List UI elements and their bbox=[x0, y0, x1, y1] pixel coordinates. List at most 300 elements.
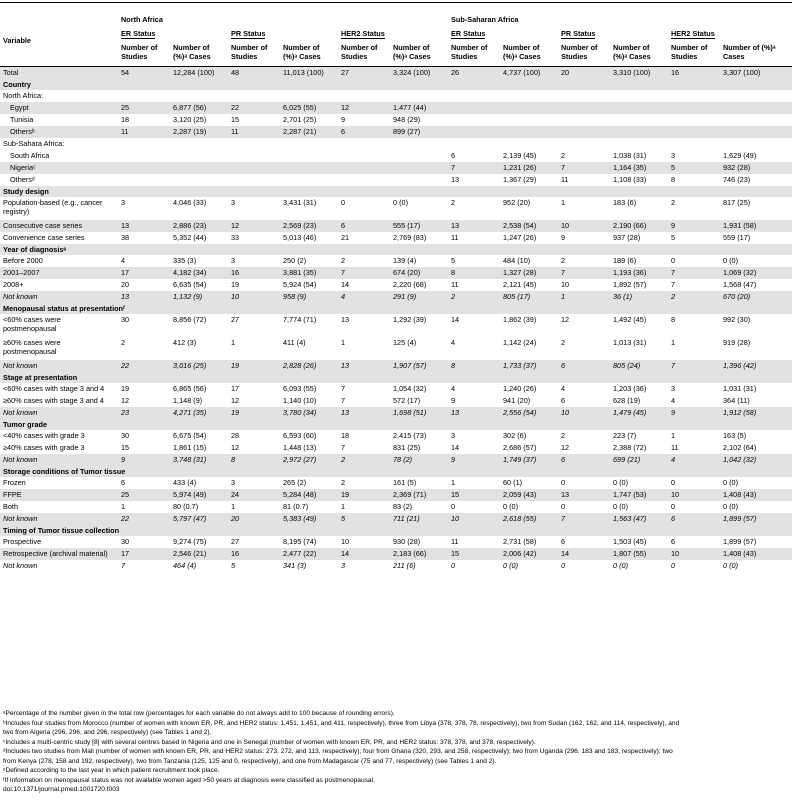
cell-studies: 7 bbox=[341, 384, 346, 393]
section-label: Study design bbox=[0, 186, 792, 197]
cell-cases: 1,899 (57) bbox=[720, 513, 792, 525]
cell-studies: 7 bbox=[668, 267, 720, 279]
row-label: Not known bbox=[3, 561, 38, 570]
footnote-line: ᵈIncludes two studies from Mali (number of women with known ER, PR, and HER2 status: 273, 272, and 113, respectively); four from Ghana (320, 293, and 258, respectively); two from Uganda (296, 183 and 183, respectively); two bbox=[3, 748, 673, 755]
cell-studies: 20 bbox=[228, 513, 280, 525]
subgroup-row bbox=[0, 138, 792, 150]
cell-cases: 81 (0.7) bbox=[283, 502, 309, 511]
cell-cases: 0 (0) bbox=[613, 478, 629, 487]
cell-cases bbox=[610, 102, 668, 114]
table-row bbox=[0, 255, 792, 267]
row-label: Nigeriaᶜ bbox=[0, 162, 118, 174]
cell-studies: 22 bbox=[228, 102, 280, 114]
cell-studies: 1 bbox=[231, 502, 236, 511]
row-label: <60% cases were postmenopausal bbox=[3, 315, 61, 333]
cell-studies: 48 bbox=[228, 67, 280, 80]
cell-cases: 1,231 (26) bbox=[500, 162, 558, 174]
cell-studies: 12 bbox=[228, 220, 280, 232]
cell-studies: 19 bbox=[228, 360, 280, 372]
cell-cases: 484 (10) bbox=[503, 256, 531, 265]
footnote-line: ᶜIncludes a multi-centric study [8] with several centres based in Nigeria and one in Senegal (number of women with known ER, PR, and HER2 status: 378, 378, and 378, respectively). bbox=[3, 738, 536, 746]
cell-cases: 3,431 (31) bbox=[283, 198, 317, 207]
cell-cases: 2,546 (21) bbox=[170, 548, 228, 560]
cell-studies: 3 bbox=[121, 198, 126, 207]
cell-studies: 13 bbox=[448, 407, 500, 419]
cell-studies: 7 bbox=[341, 396, 346, 405]
cell-cases: 5,352 (44) bbox=[173, 233, 207, 242]
cell-studies: 0 bbox=[561, 561, 566, 570]
table-row bbox=[0, 220, 792, 232]
cell-cases: 7,774 (71) bbox=[283, 315, 317, 324]
cell-studies: 12 bbox=[561, 443, 570, 452]
cell-studies: 1 bbox=[231, 338, 236, 347]
cell-cases: 189 (6) bbox=[613, 256, 637, 265]
cell-studies: 3 bbox=[341, 561, 346, 570]
cell-cases: 2,538 (54) bbox=[500, 220, 558, 232]
cell-cases bbox=[170, 150, 228, 162]
section-label: Storage conditions of Tumor tissue bbox=[0, 466, 792, 477]
cell-cases: 5,924 (54) bbox=[283, 280, 317, 289]
row-label: <40% cases with grade 3 bbox=[3, 431, 85, 440]
cell-studies: 11 bbox=[671, 443, 679, 452]
cell-studies: 9 bbox=[561, 233, 566, 242]
cell-studies: 1 bbox=[671, 338, 676, 347]
cell-cases: 8,195 (74) bbox=[283, 537, 317, 546]
table-row bbox=[0, 395, 792, 407]
cell-cases: 1,292 (39) bbox=[393, 315, 427, 324]
cell-cases: 139 (4) bbox=[393, 256, 417, 265]
cell-cases: 919 (28) bbox=[723, 338, 751, 347]
row-label: 2008+ bbox=[3, 280, 24, 289]
cell-cases: 4,182 (34) bbox=[170, 267, 228, 279]
table-row bbox=[0, 67, 792, 80]
cell-cases: 5,284 (48) bbox=[280, 489, 338, 501]
cell-cases: 0 (0) bbox=[503, 502, 519, 511]
cell-cases: 36 (1) bbox=[610, 291, 668, 303]
cell-cases: 2,121 (45) bbox=[503, 280, 537, 289]
data-table bbox=[0, 14, 792, 572]
cell-studies: 0 bbox=[671, 561, 676, 570]
cell-cases bbox=[610, 126, 668, 138]
cell-studies bbox=[228, 150, 280, 162]
cell-cases bbox=[720, 114, 792, 126]
cell-cases: 1,503 (45) bbox=[613, 537, 647, 546]
cell-cases: 412 (3) bbox=[173, 338, 197, 347]
cell-studies: 18 bbox=[121, 115, 130, 124]
row-label: Not known bbox=[0, 360, 118, 372]
cell-cases: 4,271 (35) bbox=[170, 407, 228, 419]
cell-cases: 3,324 (100) bbox=[390, 67, 448, 80]
cell-cases: 291 (9) bbox=[390, 291, 448, 303]
cell-cases: 411 (4) bbox=[283, 338, 306, 347]
cell-studies: 9 bbox=[341, 115, 346, 124]
section-label: Year of diagnosisᵉ bbox=[0, 244, 792, 255]
cell-studies: 11 bbox=[451, 233, 459, 242]
row-label: ≥60% cases were postmenopausal bbox=[3, 338, 61, 356]
cell-cases bbox=[170, 162, 228, 174]
cell-cases: 711 (21) bbox=[390, 513, 448, 525]
cell-studies: 12 bbox=[231, 443, 240, 452]
cell-cases: 4,046 (33) bbox=[173, 198, 207, 207]
cell-cases: 211 (6) bbox=[393, 561, 416, 570]
cell-studies bbox=[228, 162, 280, 174]
cell-studies: 13 bbox=[451, 175, 460, 184]
cell-studies: 0 bbox=[451, 502, 456, 511]
table-row bbox=[0, 548, 792, 560]
cell-cases: 1,132 (9) bbox=[170, 291, 228, 303]
footnote-line: ᵇIncludes four studies from Morocco (number of women with known ER, PR, and HER2 status: 1,451, 1,451, and 411, respectively), three from Libya (378, 378, 78, respectively), two from Sudan (162, 162, and 114, respectively), and bbox=[3, 719, 680, 727]
cell-studies: 3 bbox=[671, 151, 676, 160]
cell-cases: 572 (17) bbox=[393, 396, 421, 405]
status-group-header: ER Status bbox=[451, 29, 486, 38]
cell-cases: 937 (28) bbox=[613, 233, 641, 242]
cell-cases: 1,069 (32) bbox=[720, 267, 792, 279]
cell-studies: 28 bbox=[231, 431, 240, 440]
cell-studies: 27 bbox=[338, 67, 390, 80]
cell-cases: 3,780 (34) bbox=[280, 407, 338, 419]
section-row bbox=[0, 244, 792, 255]
cell-studies: 4 bbox=[451, 384, 456, 393]
row-label: Not known bbox=[0, 454, 118, 466]
status-group-header: HER2 Status bbox=[671, 29, 715, 38]
cell-cases: 899 (27) bbox=[390, 126, 448, 138]
cell-studies: 7 bbox=[341, 443, 346, 452]
cell-studies: 13 bbox=[118, 291, 170, 303]
cell-cases: 1,054 (32) bbox=[393, 384, 427, 393]
cell-studies bbox=[668, 114, 720, 126]
cell-cases: 4,737 (100) bbox=[500, 67, 558, 80]
cell-cases: 1,013 (31) bbox=[613, 338, 647, 347]
column-header-cases: Number of (%)ᵃ Cases bbox=[170, 42, 228, 67]
section-label: Timing of Tumor tissue collection bbox=[0, 525, 792, 536]
subgroup-label: Sub-Sahara Africa: bbox=[3, 139, 65, 148]
section-row bbox=[0, 466, 792, 477]
cell-cases: 555 (17) bbox=[390, 220, 448, 232]
cell-studies: 13 bbox=[338, 407, 390, 419]
cell-studies: 2 bbox=[341, 478, 346, 487]
row-label: Consecutive case series bbox=[0, 220, 118, 232]
cell-cases: 2,686 (57) bbox=[503, 443, 537, 452]
cell-cases: 0 (0) bbox=[723, 478, 739, 487]
cell-cases: 3,748 (31) bbox=[170, 454, 228, 466]
table-row bbox=[0, 114, 792, 126]
cell-cases: 1,479 (45) bbox=[610, 407, 668, 419]
cell-cases: 1,568 (47) bbox=[723, 280, 757, 289]
cell-studies: 1 bbox=[121, 502, 126, 511]
cell-studies: 6 bbox=[558, 360, 610, 372]
cell-studies: 2 bbox=[338, 454, 390, 466]
cell-studies: 7 bbox=[671, 280, 676, 289]
cell-studies: 2 bbox=[668, 291, 720, 303]
column-header-cases: Number of (%)ᵃ Cases bbox=[720, 42, 792, 67]
cell-cases: 2,828 (26) bbox=[280, 360, 338, 372]
cell-cases: 2,415 (73) bbox=[393, 431, 427, 440]
cell-cases: 0 (0) bbox=[723, 256, 739, 265]
cell-studies: 8 bbox=[448, 267, 500, 279]
cell-studies: 7 bbox=[121, 561, 126, 570]
cell-studies: 6 bbox=[338, 220, 390, 232]
cell-cases: 1,247 (26) bbox=[503, 233, 537, 242]
cell-cases: 250 (2) bbox=[283, 256, 307, 265]
cell-cases bbox=[500, 102, 558, 114]
column-header-cases: Number of (%)ᵃ Cases bbox=[390, 42, 448, 67]
cell-cases bbox=[390, 150, 448, 162]
cell-cases: 11,013 (100) bbox=[280, 67, 338, 80]
cell-studies: 0 bbox=[561, 502, 566, 511]
cell-cases: 464 (4) bbox=[173, 561, 197, 570]
table-row bbox=[0, 430, 792, 442]
cell-studies: 5 bbox=[231, 561, 236, 570]
cell-studies: 1 bbox=[671, 431, 676, 440]
cell-cases: 6,093 (55) bbox=[283, 384, 317, 393]
table-row bbox=[0, 560, 792, 572]
table-row bbox=[0, 407, 792, 419]
cell-studies: 6 bbox=[668, 513, 720, 525]
table-row bbox=[0, 314, 792, 337]
cell-cases: 2,006 (42) bbox=[500, 548, 558, 560]
cell-cases: 5,383 (49) bbox=[280, 513, 338, 525]
cell-studies: 11 bbox=[118, 126, 170, 138]
cell-cases: 223 (7) bbox=[613, 431, 637, 440]
cell-cases: 364 (11) bbox=[723, 396, 750, 405]
table-row bbox=[0, 489, 792, 501]
cell-cases: 1,907 (57) bbox=[390, 360, 448, 372]
cell-cases: 341 (3) bbox=[283, 561, 307, 570]
row-label: ≥60% cases with stage 3 and 4 bbox=[3, 396, 104, 405]
row-label: Both bbox=[3, 502, 19, 511]
cell-studies: 7 bbox=[668, 360, 720, 372]
cell-studies: 30 bbox=[121, 537, 130, 546]
cell-cases: 1,861 (15) bbox=[173, 443, 207, 452]
cell-studies: 19 bbox=[121, 384, 130, 393]
cell-cases: 1,492 (45) bbox=[613, 315, 647, 324]
cell-cases: 1,327 (28) bbox=[500, 267, 558, 279]
cell-cases: 1,698 (51) bbox=[390, 407, 448, 419]
cell-studies: 12 bbox=[338, 102, 390, 114]
cell-cases: 2,886 (23) bbox=[170, 220, 228, 232]
cell-studies: 14 bbox=[451, 443, 460, 452]
footnote-line: doi:10.1371/journal.pmed.1001720.t003 bbox=[3, 786, 120, 793]
cell-studies: 11 bbox=[451, 280, 459, 289]
cell-cases: 746 (23) bbox=[723, 175, 751, 184]
cell-studies: 0 bbox=[341, 198, 346, 207]
table-row bbox=[0, 337, 792, 360]
cell-cases bbox=[610, 114, 668, 126]
cell-studies: 15 bbox=[448, 548, 500, 560]
table-row bbox=[0, 360, 792, 372]
cell-cases: 805 (17) bbox=[500, 291, 558, 303]
cell-studies: 12 bbox=[231, 396, 240, 405]
cell-cases: 2,139 (45) bbox=[503, 151, 537, 160]
cell-cases: 265 (2) bbox=[283, 478, 307, 487]
cell-cases bbox=[280, 150, 338, 162]
section-row bbox=[0, 79, 792, 90]
table-row bbox=[0, 536, 792, 548]
cell-cases: 1,203 (36) bbox=[613, 384, 647, 393]
cell-studies: 8 bbox=[228, 454, 280, 466]
cell-studies: 6 bbox=[561, 537, 566, 546]
cell-studies: 2 bbox=[561, 431, 566, 440]
row-label: FFPE bbox=[0, 489, 118, 501]
cell-studies: 2 bbox=[561, 256, 566, 265]
section-row bbox=[0, 525, 792, 536]
cell-studies: 11 bbox=[561, 175, 569, 184]
cell-cases: 932 (28) bbox=[720, 162, 792, 174]
cell-cases: 817 (25) bbox=[723, 198, 751, 207]
cell-studies: 3 bbox=[231, 198, 236, 207]
cell-cases: 1,892 (57) bbox=[613, 280, 647, 289]
table-row bbox=[0, 150, 792, 162]
cell-cases: 3,881 (35) bbox=[280, 267, 338, 279]
region-header-sub-saharan-africa: Sub-Saharan Africa bbox=[451, 15, 519, 24]
cell-studies: 21 bbox=[341, 233, 350, 242]
cell-cases: 699 (21) bbox=[610, 454, 668, 466]
column-header-studies: Number of Studies bbox=[668, 42, 720, 67]
cell-studies: 3 bbox=[451, 431, 456, 440]
cell-studies: 3 bbox=[231, 478, 236, 487]
cell-cases: 0 (0) bbox=[723, 502, 739, 511]
row-label: Prospective bbox=[3, 537, 42, 546]
cell-studies: 9 bbox=[448, 454, 500, 466]
footnotes bbox=[3, 709, 789, 795]
table-row bbox=[0, 174, 792, 186]
cell-studies: 13 bbox=[448, 220, 500, 232]
row-label: Egypt bbox=[0, 102, 118, 114]
row-label: Not known bbox=[0, 407, 118, 419]
status-group-header: PR Status bbox=[231, 29, 266, 38]
cell-studies: 12 bbox=[561, 315, 570, 324]
column-header-studies: Number of Studies bbox=[118, 42, 170, 67]
cell-studies: 25 bbox=[118, 102, 170, 114]
cell-cases: 2,477 (22) bbox=[280, 548, 338, 560]
cell-studies: 6 bbox=[338, 126, 390, 138]
cell-studies: 17 bbox=[118, 548, 170, 560]
cell-studies: 16 bbox=[228, 267, 280, 279]
cell-cases: 2,618 (55) bbox=[500, 513, 558, 525]
cell-studies: 7 bbox=[558, 162, 610, 174]
cell-studies: 18 bbox=[341, 431, 350, 440]
section-label: Country bbox=[0, 79, 792, 90]
cell-cases: 1,408 (43) bbox=[720, 548, 792, 560]
cell-cases: 0 (0) bbox=[503, 561, 519, 570]
cell-studies: 13 bbox=[118, 220, 170, 232]
cell-studies: 9 bbox=[668, 220, 720, 232]
cell-studies: 38 bbox=[121, 233, 130, 242]
cell-cases: 0 (0) bbox=[723, 561, 739, 570]
cell-cases: 1,477 (44) bbox=[390, 102, 448, 114]
cell-cases: 433 (4) bbox=[173, 478, 197, 487]
table-row bbox=[0, 267, 792, 279]
row-label: <60% cases with stage 3 and 4 bbox=[3, 384, 105, 393]
column-header-cases: Number of (%)ᵃ Cases bbox=[280, 42, 338, 67]
cell-studies: 6 bbox=[561, 396, 566, 405]
table-row bbox=[0, 162, 792, 174]
cell-studies: 8 bbox=[448, 360, 500, 372]
cell-cases bbox=[170, 174, 228, 186]
cell-studies: 30 bbox=[121, 431, 130, 440]
cell-cases: 1,142 (24) bbox=[503, 338, 537, 347]
cell-studies: 14 bbox=[451, 315, 460, 324]
cell-cases: 2,701 (25) bbox=[283, 115, 317, 124]
footnote-line: from Kenya (278, 158 and 192, respectively), two from Tanzania (125, 125 and 0, respectively), and one from Madagascar (75 and 77, respectively) (see Tables 1 and 2). bbox=[3, 757, 497, 765]
cell-cases bbox=[720, 102, 792, 114]
row-label: Retrospective (archival material) bbox=[0, 548, 118, 560]
cell-studies: 1 bbox=[451, 478, 456, 487]
cell-studies: 4 bbox=[671, 396, 676, 405]
table-row bbox=[0, 102, 792, 114]
cell-cases: 2,287 (21) bbox=[280, 126, 338, 138]
cell-studies: 11 bbox=[451, 537, 459, 546]
cell-studies: 0 bbox=[561, 478, 566, 487]
cell-cases: 674 (20) bbox=[390, 267, 448, 279]
cell-cases: 6,675 (54) bbox=[173, 431, 207, 440]
table-row bbox=[0, 383, 792, 395]
cell-cases: 6,025 (55) bbox=[280, 102, 338, 114]
column-header-cases: Number of (%)ᵃ Cases bbox=[500, 42, 558, 67]
cell-studies: 30 bbox=[121, 315, 130, 324]
cell-cases bbox=[390, 162, 448, 174]
cell-cases: 2,569 (23) bbox=[280, 220, 338, 232]
section-row bbox=[0, 303, 792, 314]
cell-studies: 16 bbox=[228, 548, 280, 560]
cell-cases: 1,912 (58) bbox=[720, 407, 792, 419]
cell-studies: 1 bbox=[558, 291, 610, 303]
cell-studies: 0 bbox=[451, 561, 456, 570]
section-label: Menopausal status at presentationᶠ bbox=[0, 303, 792, 314]
cell-cases: 2,220 (68) bbox=[393, 280, 427, 289]
cell-cases: 831 (25) bbox=[393, 443, 421, 452]
cell-cases: 1,629 (49) bbox=[723, 151, 757, 160]
table-row bbox=[0, 232, 792, 244]
cell-studies: 23 bbox=[118, 407, 170, 419]
cell-cases: 0 (0) bbox=[393, 198, 409, 207]
subgroup-label: North Africa: bbox=[3, 91, 44, 100]
cell-cases bbox=[280, 162, 338, 174]
table-row bbox=[0, 454, 792, 466]
table-row bbox=[0, 197, 792, 220]
cell-studies: 3 bbox=[231, 256, 236, 265]
cell-cases: 8,856 (72) bbox=[173, 315, 207, 324]
cell-studies: 10 bbox=[448, 513, 500, 525]
column-header-studies: Number of Studies bbox=[448, 42, 500, 67]
cell-cases: 1,408 (43) bbox=[720, 489, 792, 501]
cell-studies: 4 bbox=[451, 338, 456, 347]
cell-studies: 27 bbox=[231, 315, 240, 324]
cell-cases: 2,059 (43) bbox=[500, 489, 558, 501]
cell-studies: 10 bbox=[561, 280, 570, 289]
cell-cases: 1,862 (39) bbox=[503, 315, 537, 324]
top-rule bbox=[0, 2, 792, 3]
cell-studies: 33 bbox=[231, 233, 240, 242]
cell-cases: 6,865 (56) bbox=[173, 384, 207, 393]
cell-cases: 805 (24) bbox=[610, 360, 668, 372]
cell-studies: 15 bbox=[231, 115, 240, 124]
cell-studies: 8 bbox=[671, 315, 676, 324]
column-header-studies: Number of Studies bbox=[338, 42, 390, 67]
section-row bbox=[0, 186, 792, 197]
column-header-studies: Number of Studies bbox=[228, 42, 280, 67]
cell-cases bbox=[500, 114, 558, 126]
row-label: Convenience case series bbox=[3, 233, 85, 242]
cell-studies: 20 bbox=[121, 280, 130, 289]
cell-studies: 10 bbox=[341, 537, 350, 546]
cell-studies: 14 bbox=[338, 548, 390, 560]
cell-cases: 958 (9) bbox=[280, 291, 338, 303]
row-label: Tunisia bbox=[10, 115, 34, 124]
cell-studies: 24 bbox=[228, 489, 280, 501]
cell-cases: 1,148 (9) bbox=[173, 396, 203, 405]
column-header-studies: Number of Studies bbox=[558, 42, 610, 67]
